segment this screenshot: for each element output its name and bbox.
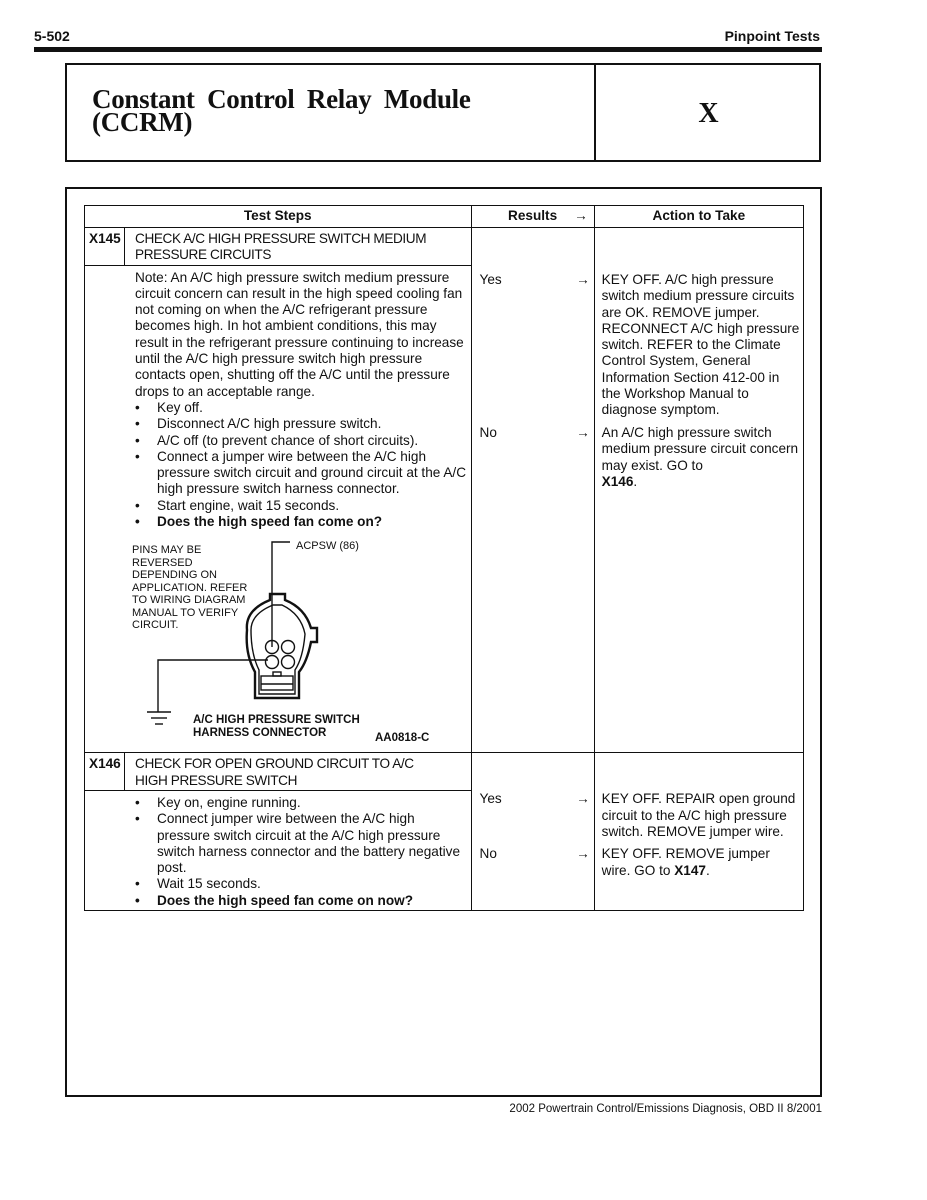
bullet-item: • Connect jumper wire between the A/C high pressure switch circuit at the A/C high pressure switch harness connector and the battery negative post. bbox=[135, 811, 471, 876]
arrow-right-icon: → bbox=[576, 425, 590, 440]
step-title-line: HIGH PRESSURE SWITCH bbox=[135, 772, 297, 788]
result-label: No bbox=[479, 425, 497, 440]
step-body bbox=[85, 790, 472, 910]
header-rule bbox=[34, 47, 822, 52]
title-line-1: Constant Control Relay Module bbox=[92, 84, 471, 114]
connector-diagram bbox=[85, 530, 471, 752]
step-title-row bbox=[85, 228, 804, 266]
arrow-right-icon: → bbox=[576, 272, 590, 287]
bullet-item: • Connect a jumper wire between the A/C high pressure switch circuit and ground circuit at the A/C high pressure switch harness connector. bbox=[135, 449, 471, 498]
arrow-right-icon: → bbox=[576, 846, 590, 862]
section-code: X bbox=[698, 98, 719, 129]
step-note: Note: An A/C high pressure switch medium pressure circuit concern can result in the high speed cooling fan not coming on when the A/C refrigerant pressure becomes high. In hot ambient conditions, this may result in the refrigerant pressure continuing to increase until the A/C high pressure switch high pressure contacts open, shutting off the A/C until the pressure drops to an acceptable range. bbox=[135, 269, 464, 399]
arrow-right-icon: → bbox=[576, 791, 590, 807]
header-test-steps: Test Steps bbox=[85, 206, 472, 228]
results-cell bbox=[471, 753, 594, 911]
results-cell bbox=[471, 228, 594, 753]
pinpoint-test-table bbox=[84, 205, 804, 911]
bullet-item: • Key off. bbox=[135, 400, 471, 416]
bullet-item: • Key on, engine running. bbox=[135, 795, 471, 811]
page-number: 5-502 bbox=[34, 28, 70, 44]
step-body bbox=[85, 265, 472, 753]
header-action: Action to Take bbox=[594, 206, 803, 228]
step-id: X145 bbox=[85, 228, 125, 266]
step-bullets bbox=[85, 795, 471, 909]
header-results-label: Results bbox=[508, 208, 558, 224]
action-no bbox=[595, 425, 803, 490]
action-text: An A/C high pressure switch medium pressure circuit concern may exist. GO to bbox=[601, 425, 799, 473]
diagram-caption bbox=[193, 714, 360, 739]
action-yes: KEY OFF. REPAIR open ground circuit to the A/C high pressure switch. REMOVE jumper wire. bbox=[601, 791, 796, 839]
pin-label: ACPSW (86) bbox=[296, 540, 359, 553]
goto-step-link[interactable]: X146 bbox=[601, 473, 634, 489]
header-results bbox=[471, 206, 594, 228]
page-title bbox=[92, 84, 471, 137]
step-id: X146 bbox=[85, 753, 125, 791]
table-header-row bbox=[85, 206, 804, 228]
bullet-item: • Start engine, wait 15 seconds. bbox=[135, 498, 471, 514]
bullet-item: • A/C off (to prevent chance of short circuits). bbox=[135, 433, 471, 449]
action-text: KEY OFF. REMOVE jumper wire. GO to bbox=[601, 846, 770, 878]
result-yes bbox=[472, 272, 594, 425]
action-no bbox=[595, 846, 803, 879]
result-label: No bbox=[479, 846, 497, 862]
arrow-right-icon: → bbox=[574, 208, 588, 223]
bullet-question: • Does the high speed fan come on now? bbox=[135, 893, 471, 909]
punctuation: . bbox=[633, 473, 638, 489]
bullet-item: • Wait 15 seconds. bbox=[135, 876, 471, 892]
result-label: Yes bbox=[479, 791, 502, 807]
section-title: Pinpoint Tests bbox=[724, 28, 820, 44]
result-label: Yes bbox=[479, 272, 502, 287]
step-bullets bbox=[85, 400, 471, 530]
step-title-line: CHECK FOR OPEN GROUND CIRCUIT TO A/C bbox=[135, 756, 414, 772]
punctuation: . bbox=[705, 862, 710, 878]
bullet-question: • Does the high speed fan come on? bbox=[135, 514, 471, 530]
title-line-2: (CCRM) bbox=[92, 107, 193, 137]
result-no bbox=[472, 425, 594, 441]
action-cell bbox=[594, 753, 803, 911]
goto-step-link[interactable]: X147 bbox=[674, 862, 706, 878]
diagram-note: PINS MAY BE REVERSED DEPENDING ON APPLICATION. REFER TO WIRING DIAGRAM MANUAL TO VERIFY CIRCUIT. bbox=[132, 544, 248, 632]
step-title bbox=[125, 228, 471, 266]
figure-code: AA0818-C bbox=[375, 732, 430, 745]
step-title-line: PRESSURE CIRCUITS bbox=[135, 247, 272, 263]
page-footer: 2002 Powertrain Control/Emissions Diagnosis, OBD II 8/2001 bbox=[509, 1103, 822, 1115]
step-title-line: CHECK A/C HIGH PRESSURE SWITCH MEDIUM bbox=[135, 231, 427, 246]
action-yes: KEY OFF. A/C high pressure switch medium pressure circuits are OK. REMOVE jumper. RECONNECT A/C high pressure switch. REFER to the Climate Control System, General Information Section 412-00 in the Workshop Manual to diagnose symptom. bbox=[601, 272, 800, 418]
step-title bbox=[125, 753, 471, 791]
caption-line: HARNESS CONNECTOR bbox=[193, 726, 327, 739]
action-cell bbox=[594, 228, 803, 753]
result-no bbox=[472, 846, 594, 862]
bullet-item: • Disconnect A/C high pressure switch. bbox=[135, 416, 471, 432]
step-title-row bbox=[85, 753, 804, 791]
result-yes bbox=[472, 791, 594, 846]
caption-line: A/C HIGH PRESSURE SWITCH bbox=[193, 714, 360, 727]
